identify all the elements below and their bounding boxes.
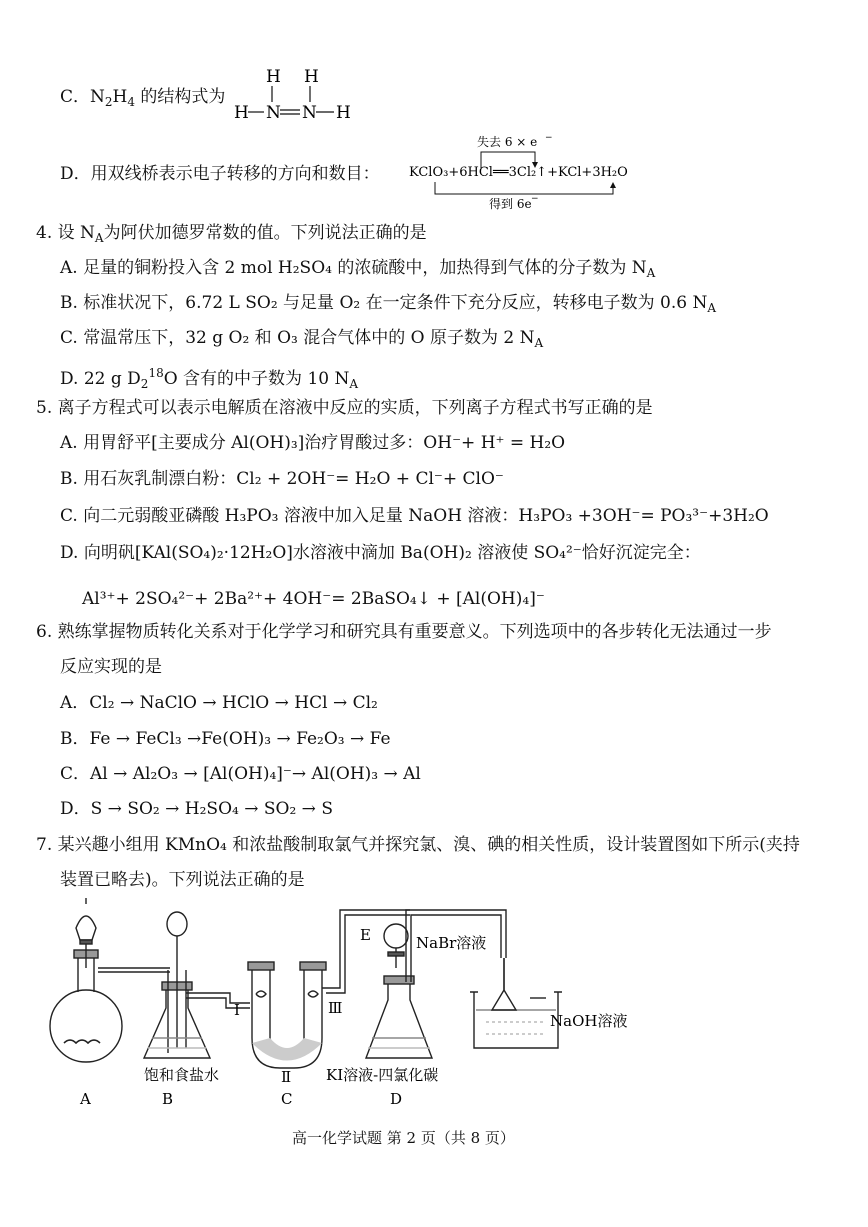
q4-stem: 4. 设 $N_A$为阿伏加德罗常数的值。下列说法正确的是 [36, 223, 427, 245]
label-b: B [162, 1090, 174, 1108]
label-roman-3: Ⅲ [328, 999, 343, 1017]
u-tube-c-icon [248, 910, 410, 1068]
q6-option-b: B．Fe → FeCl₃ →Fe(OH)₃ → Fe₂O₃ → Fe [60, 729, 391, 749]
svg-text:−: − [545, 133, 553, 143]
label-roman-2: Ⅱ [281, 1068, 292, 1086]
struct-h-left: H [234, 103, 249, 123]
struct-h-top-right: H [304, 67, 319, 87]
q5-option-d-equation: Al³⁺+ 2SO₄²⁻+ 2Ba²⁺+ 4OH⁻= 2BaSO₄↓ + [Al(OH)₄]⁻ [82, 589, 545, 609]
q4-option-a: A. 足量的铜粉投入含 2 mol H₂SO₄ 的浓硫酸中，加热得到气体的分子数为 $N_A$ [60, 258, 656, 280]
apparatus-diagram [40, 898, 660, 1113]
caption-d: KI溶液-四氯化碳 [326, 1066, 439, 1084]
q5-option-b: B. 用石灰乳制漂白粉：Cl₂ + 2OH⁻= H₂O + Cl⁻+ ClO⁻ [60, 469, 504, 489]
q7-stem: 7. 某兴趣小组用 KMnO₄ 和浓盐酸制取氯气并探究氯、溴、碘的相关性质，设计装置图如下所示(夹持 [36, 835, 800, 855]
q7-stem-2: 装置已略去)。下列说法正确的是 [60, 870, 305, 890]
q3-option-c: C．$N_2H_4$ 的结构式为 [60, 87, 226, 109]
gain-electrons-label: 得到 6e [489, 197, 532, 210]
label-c: C [281, 1090, 293, 1108]
caption-b: 饱和食盐水 [144, 1066, 220, 1084]
q6-option-a: A．Cl₂ → NaClO → HClO → HCl → Cl₂ [60, 693, 378, 713]
double-bridge-diagram [405, 128, 645, 210]
q4-option-c: C. 常温常压下，32 g O₂ 和 O₃ 混合气体中的 O 原子数为 2 $N_A$ [60, 328, 544, 350]
label-nabr: NaBr溶液 [416, 934, 487, 952]
struct-n-right: N [302, 103, 317, 123]
q6-stem: 6. 熟练掌握物质转化关系对于化学学习和研究具有重要意义。下列选项中的各步转化无法通过一步 [36, 622, 772, 642]
struct-n-left: N [266, 103, 281, 123]
q5-option-c: C. 向二元弱酸亚磷酸 H₃PO₃ 溶液中加入足量 NaOH 溶液：H₃PO₃ +3OH⁻= PO₃³⁻+3H₂O [60, 506, 769, 526]
flask-d-icon [366, 910, 506, 1058]
label-e: E [360, 926, 371, 944]
q5-option-a: A. 用胃舒平[主要成分 Al(OH)₃]治疗胃酸过多：OH⁻+ H⁺ = H₂O [60, 433, 566, 453]
label-d: D [390, 1090, 403, 1108]
label-naoh: NaOH溶液 [550, 1012, 628, 1030]
struct-h-right: H [336, 103, 351, 123]
n2h4-structure [228, 64, 368, 126]
q5-stem: 5. 离子方程式可以表示电解质在溶液中反应的实质，下列离子方程式书写正确的是 [36, 398, 653, 418]
q6-option-d: D．S → SO₂ → H₂SO₄ → SO₂ → S [60, 799, 333, 819]
svg-text:−: − [531, 194, 539, 204]
beaker-naoh-icon [470, 958, 562, 1048]
q3-option-d: D．用双线桥表示电子转移的方向和数目： [60, 164, 380, 184]
struct-h-top-left: H [266, 67, 281, 87]
label-a: A [80, 1090, 91, 1108]
q3-c-label: C．N [60, 87, 105, 107]
flask-b-icon [144, 912, 250, 1058]
label-roman-1: Ⅰ [234, 1001, 240, 1019]
q4-option-b: B. 标准状况下，6.72 L SO₂ 与足量 O₂ 在一定条件下充分反应，转移电子数为 0.6 $N_A$ [60, 293, 716, 315]
page-footer: 高一化学试题 第 2 页（共 8 页） [292, 1129, 515, 1147]
redox-equation: KClO₃+6HCl══3Cl₂↑+KCl+3H₂O [409, 165, 628, 180]
lose-electrons-label: 失去 6 × e [477, 135, 538, 149]
q3-c-tail: 的结构式为 [140, 87, 226, 107]
q4-option-d: D. 22 g $D_2^{18}O$ 含有的中子数为 10 $N_A$ [60, 366, 359, 391]
q6-option-c: C．Al → Al₂O₃ → [Al(OH)₄]⁻→ Al(OH)₃ → Al [60, 764, 421, 784]
q5-option-d: D. 向明矾[KAl(SO₄)₂·12H₂O]水溶液中滴加 Ba(OH)₂ 溶液使 SO₄²⁻恰好沉淀完全： [60, 543, 701, 563]
q6-stem-2: 反应实现的是 [60, 657, 162, 677]
